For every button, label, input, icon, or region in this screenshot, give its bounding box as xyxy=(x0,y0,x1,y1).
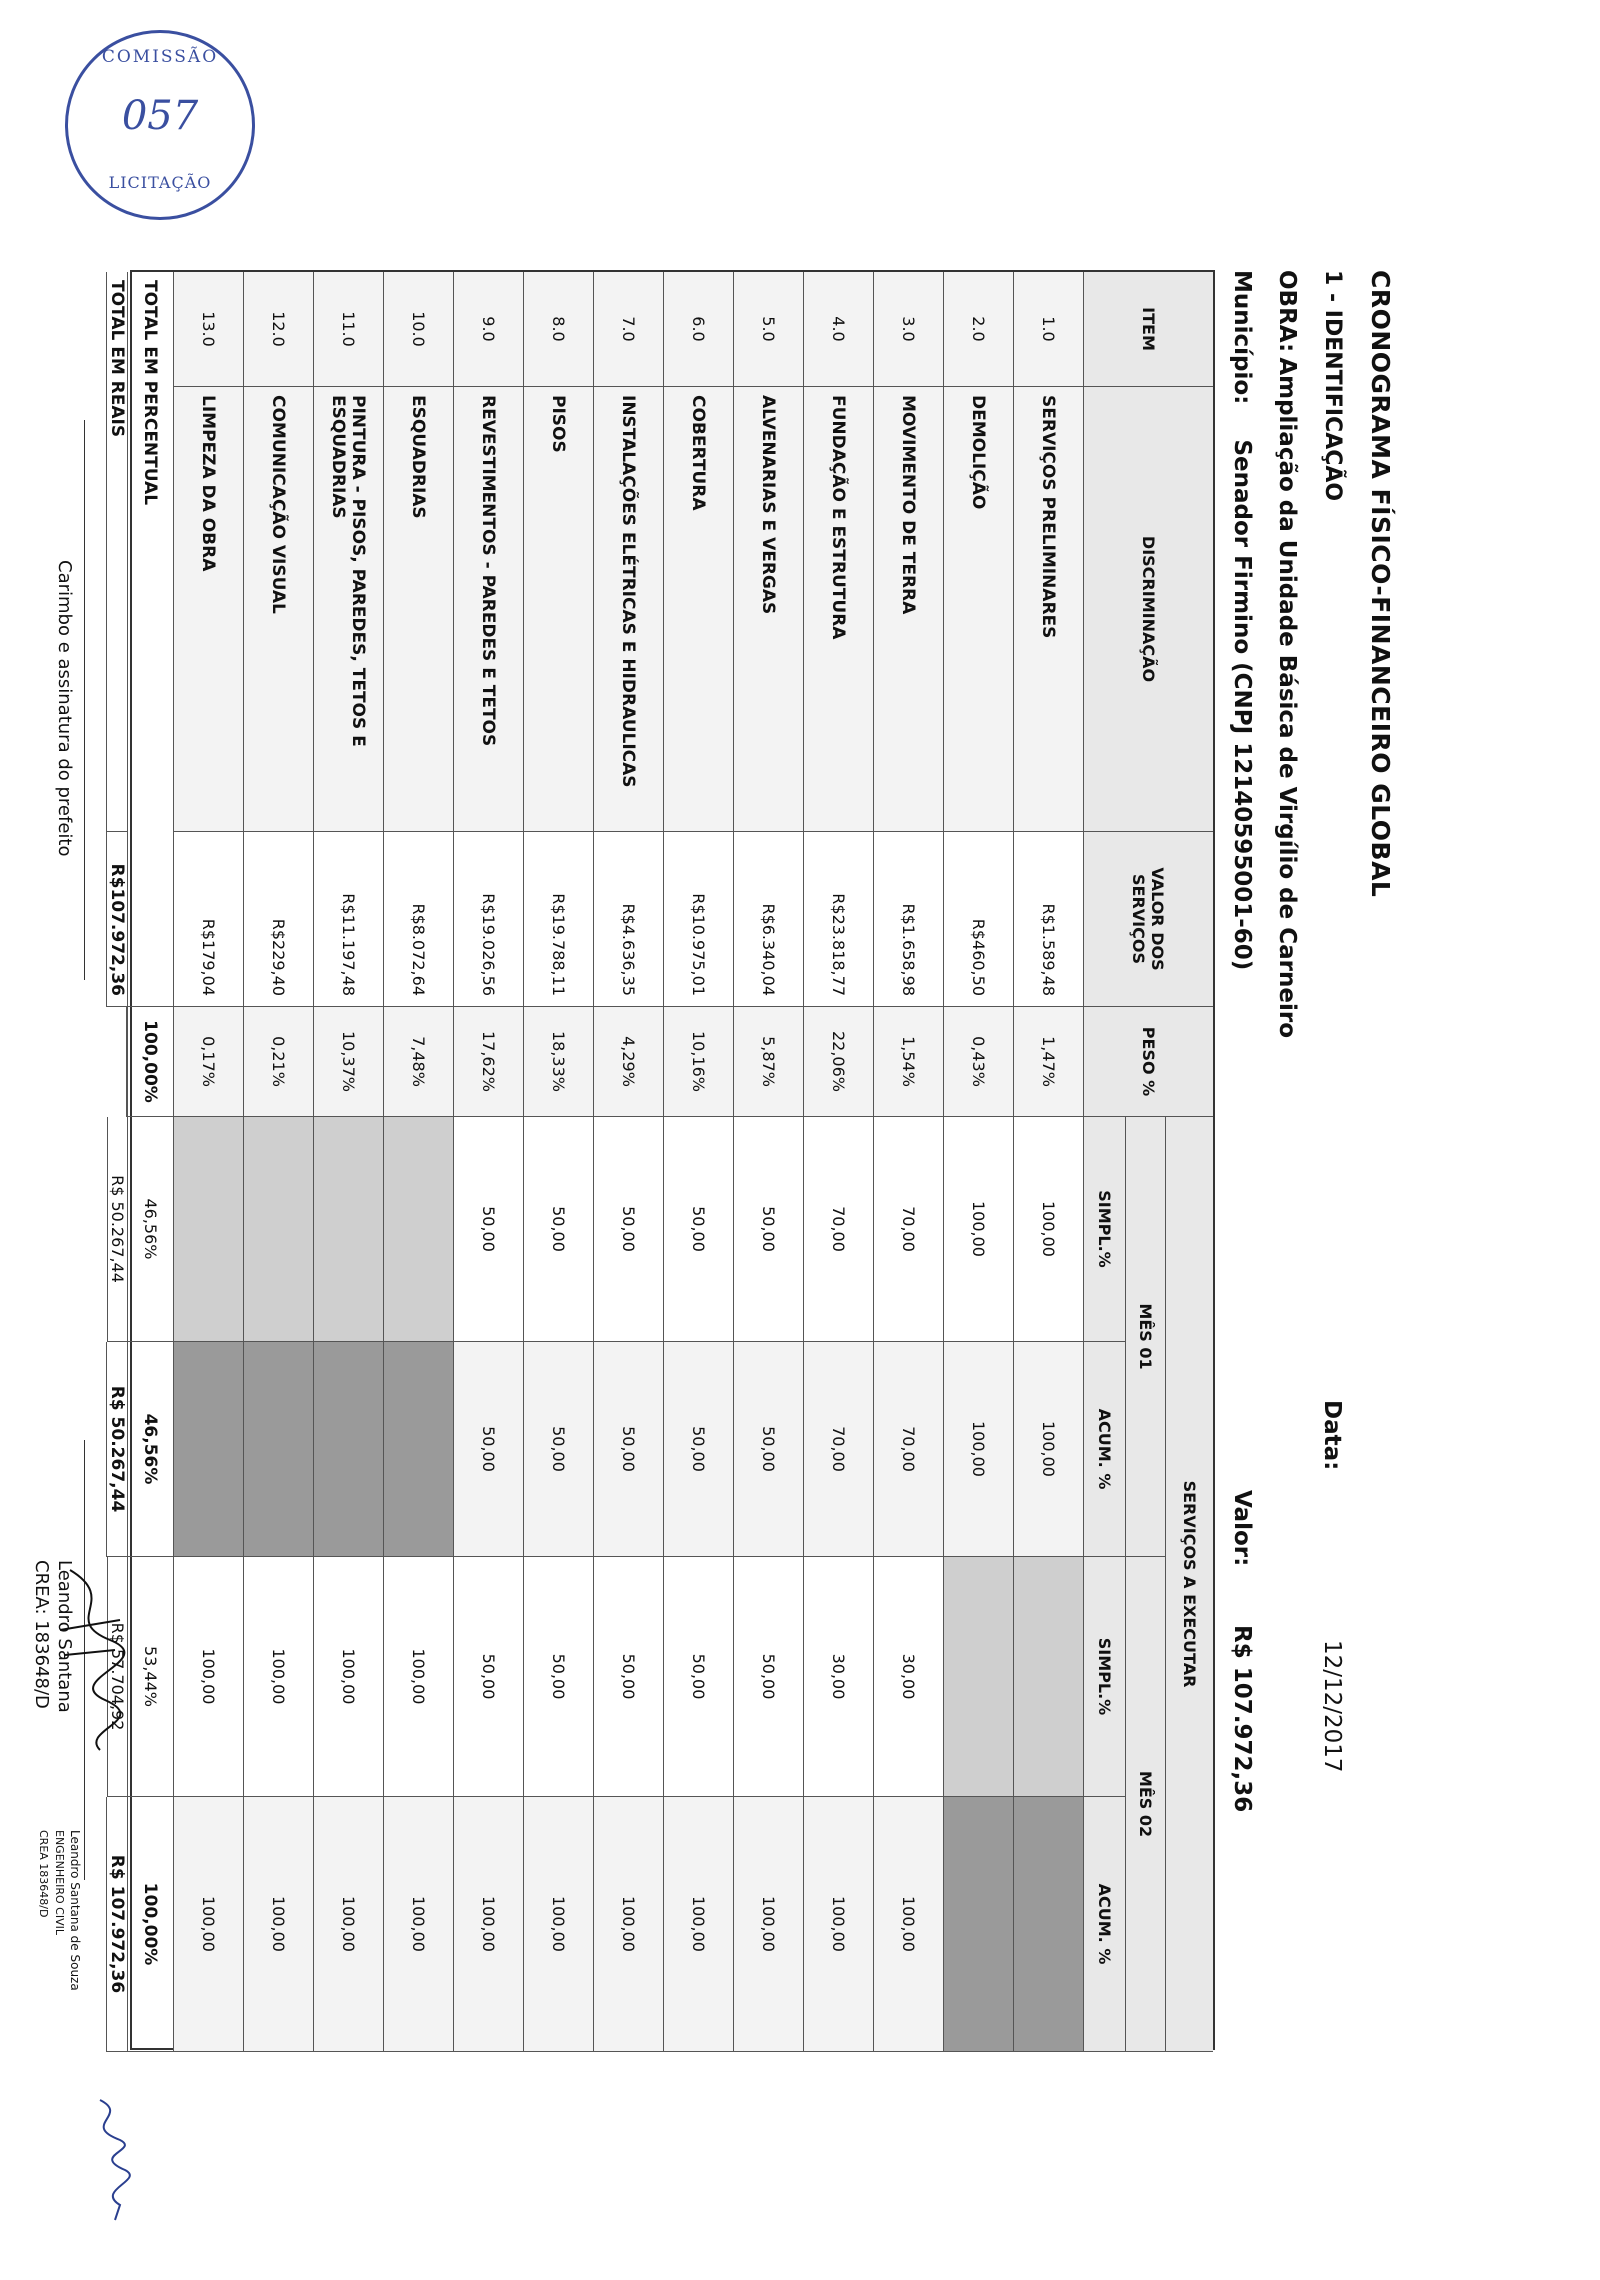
table-cell-m1s xyxy=(173,1117,243,1342)
table-cell-item: 9.0 xyxy=(453,272,523,387)
table-cell-valor: R$8.072,64 xyxy=(383,832,453,1007)
table-cell-m2a: 100,00 xyxy=(593,1797,663,2052)
table-cell-peso: 7,48% xyxy=(383,1007,453,1117)
engineer-stamp-line-1: Leandro Santana de Souza xyxy=(68,1830,82,1991)
table-cell-item: 2.0 xyxy=(943,272,1013,387)
table-cell-m1s: 70,00 xyxy=(803,1117,873,1342)
obra-line xyxy=(1274,270,1300,1038)
table-cell-item: 3.0 xyxy=(873,272,943,387)
table-cell-peso: 1,47% xyxy=(1013,1007,1083,1117)
total-reais-label: TOTAL EM REAIS xyxy=(106,272,127,832)
table-cell-m2s: 30,00 xyxy=(873,1557,943,1797)
header-mes02-acum: ACUM. % xyxy=(1083,1797,1125,2052)
prefeito-signature-line xyxy=(84,420,85,980)
stamp-number: 057 xyxy=(121,93,199,139)
table-cell-m2a xyxy=(1013,1797,1083,2052)
table-cell-m2a: 100,00 xyxy=(803,1797,873,2052)
table-cell-m2a: 100,00 xyxy=(523,1797,593,2052)
table-cell-desc: ESQUADRIAS xyxy=(383,387,453,832)
total-percentual-mes01-simpl: 46,56% xyxy=(127,1117,173,1342)
table-cell-m1a: 50,00 xyxy=(523,1342,593,1557)
table-cell-m2s: 100,00 xyxy=(173,1557,243,1797)
table-cell-valor: R$1.658,98 xyxy=(873,832,943,1007)
table-cell-m1a: 50,00 xyxy=(663,1342,733,1557)
engineer-crea: CREA: 183648/D xyxy=(31,1560,52,1709)
municipio-label: Município: xyxy=(1229,270,1255,405)
table-cell-m2a: 100,00 xyxy=(453,1797,523,2052)
table-cell-m1a: 100,00 xyxy=(943,1342,1013,1557)
table-cell-peso: 10,37% xyxy=(313,1007,383,1117)
table-cell-m1s: 50,00 xyxy=(593,1117,663,1342)
valor-label: Valor: xyxy=(1229,1490,1255,1567)
table-cell-m1a: 70,00 xyxy=(873,1342,943,1557)
engineer-stamp-line-3: CREA 183648/D xyxy=(37,1830,50,1918)
table-cell-m2s: 100,00 xyxy=(243,1557,313,1797)
table-cell-m2s xyxy=(1013,1557,1083,1797)
stamp-bottom-text: LICITAÇÃO xyxy=(108,173,212,192)
header-discriminacao: DISCRIMINAÇÃO xyxy=(1083,387,1213,832)
table-cell-valor: R$19.026,56 xyxy=(453,832,523,1007)
header-mes01: MÊS 01 xyxy=(1125,1117,1165,1557)
table-cell-m1a xyxy=(173,1342,243,1557)
table-cell-m2a: 100,00 xyxy=(243,1797,313,2052)
table-cell-m1s xyxy=(383,1117,453,1342)
table-cell-m1a: 100,00 xyxy=(1013,1342,1083,1557)
header-valor: VALOR DOS SERVIÇOS xyxy=(1083,832,1213,1007)
table-cell-m1a: 50,00 xyxy=(593,1342,663,1557)
table-cell-item: 1.0 xyxy=(1013,272,1083,387)
total-reais-peso-empty xyxy=(126,1007,127,1117)
table-cell-m1a: 50,00 xyxy=(453,1342,523,1557)
header-mes01-acum: ACUM. % xyxy=(1083,1342,1125,1557)
table-cell-peso: 4,29% xyxy=(593,1007,663,1117)
header-mes01-simpl: SIMPL.% xyxy=(1083,1117,1125,1342)
total-reais-valor: R$107.972,36 xyxy=(106,832,127,1007)
table-cell-m1s xyxy=(313,1117,383,1342)
table-cell-m2a: 100,00 xyxy=(313,1797,383,2052)
table-cell-m2a: 100,00 xyxy=(733,1797,803,2052)
table-cell-m1s: 70,00 xyxy=(873,1117,943,1342)
table-cell-desc: FUNDAÇÃO E ESTRUTURA xyxy=(803,387,873,832)
total-reais-mes02-simpl: R$ 57.704,92 xyxy=(107,1557,127,1797)
municipio-value: Senador Firmino (CNPJ 12140595001-60) xyxy=(1229,439,1255,971)
table-cell-m1a xyxy=(383,1342,453,1557)
table-cell-item: 13.0 xyxy=(173,272,243,387)
header-mes02-simpl: SIMPL.% xyxy=(1083,1557,1125,1797)
engineer-name: Leandro Santana xyxy=(54,1560,75,1713)
table-cell-valor: R$179,04 xyxy=(173,832,243,1007)
table-cell-valor: R$19.788,11 xyxy=(523,832,593,1007)
table-cell-m2s: 50,00 xyxy=(733,1557,803,1797)
obra-value: Ampliação da Unidade Básica de Virgílio de Carneiro xyxy=(1274,357,1300,1038)
table-cell-valor: R$10.975,01 xyxy=(663,832,733,1007)
data-label: Data: xyxy=(1319,1400,1345,1471)
table-cell-m1s: 50,00 xyxy=(663,1117,733,1342)
table-cell-m2s: 30,00 xyxy=(803,1557,873,1797)
table-cell-m1s: 100,00 xyxy=(943,1117,1013,1342)
table-cell-m2s: 50,00 xyxy=(593,1557,663,1797)
table-cell-peso: 10,16% xyxy=(663,1007,733,1117)
table-cell-peso: 0,43% xyxy=(943,1007,1013,1117)
header-peso: PESO % xyxy=(1083,1007,1213,1117)
table-cell-m2s: 100,00 xyxy=(383,1557,453,1797)
commission-stamp xyxy=(65,30,255,220)
table-cell-item: 5.0 xyxy=(733,272,803,387)
total-reais-mes01-acum: R$ 50.267,44 xyxy=(106,1342,127,1557)
table-cell-item: 11.0 xyxy=(313,272,383,387)
table-cell-desc: PISOS xyxy=(523,387,593,832)
municipio-line xyxy=(1229,270,1255,970)
total-percentual-label: TOTAL EM PERCENTUAL xyxy=(127,272,173,1007)
table-cell-m2s: 50,00 xyxy=(663,1557,733,1797)
table-cell-desc: INSTALAÇÕES ELÉTRICAS E HIDRAULICAS xyxy=(593,387,663,832)
table-cell-desc: MOVIMENTO DE TERRA xyxy=(873,387,943,832)
table-cell-valor: R$23.818,77 xyxy=(803,832,873,1007)
schedule-table xyxy=(107,270,1215,2050)
table-cell-valor: R$1.589,48 xyxy=(1013,832,1083,1007)
table-cell-valor: R$11.197,48 xyxy=(313,832,383,1007)
header-item: ITEM xyxy=(1083,272,1213,387)
table-cell-peso: 17,62% xyxy=(453,1007,523,1117)
table-cell-desc: PINTURA - PISOS, PAREDES, TETOS E ESQUADRIAS xyxy=(313,387,383,832)
total-percentual-mes02-simpl: 53,44% xyxy=(127,1557,173,1797)
table-cell-m2s: 50,00 xyxy=(523,1557,593,1797)
header-mes02: MÊS 02 xyxy=(1125,1557,1165,2052)
valor-value: R$ 107.972,36 xyxy=(1229,1625,1255,1813)
table-cell-desc: ALVENARIAS E VERGAS xyxy=(733,387,803,832)
table-cell-m1s: 100,00 xyxy=(1013,1117,1083,1342)
table-cell-item: 6.0 xyxy=(663,272,733,387)
engineer-stamp-line-2: ENGENHEIRO CIVIL xyxy=(53,1830,66,1935)
table-cell-m1s xyxy=(243,1117,313,1342)
table-cell-valor: R$4.636,35 xyxy=(593,832,663,1007)
table-cell-item: 8.0 xyxy=(523,272,593,387)
table-cell-desc: SERVIÇOS PRELIMINARES xyxy=(1013,387,1083,832)
total-percentual-peso: 100,00% xyxy=(127,1007,173,1117)
table-cell-peso: 5,87% xyxy=(733,1007,803,1117)
table-cell-m1s: 50,00 xyxy=(523,1117,593,1342)
table-cell-m2s xyxy=(943,1557,1013,1797)
table-cell-m2a: 100,00 xyxy=(873,1797,943,2052)
table-cell-m1a xyxy=(243,1342,313,1557)
table-cell-desc: COBERTURA xyxy=(663,387,733,832)
table-cell-peso: 0,17% xyxy=(173,1007,243,1117)
section-heading: 1 - IDENTIFICAÇÃO xyxy=(1320,270,1345,502)
prefeito-signature-caption: Carimbo e assinatura do prefeito xyxy=(54,560,75,857)
table-cell-valor: R$460,50 xyxy=(943,832,1013,1007)
table-cell-peso: 18,33% xyxy=(523,1007,593,1117)
table-cell-peso: 0,21% xyxy=(243,1007,313,1117)
table-cell-desc: REVESTIMENTOS - PAREDES E TETOS xyxy=(453,387,523,832)
table-cell-desc: COMUNICAÇÃO VISUAL xyxy=(243,387,313,832)
table-cell-item: 10.0 xyxy=(383,272,453,387)
table-cell-m2a: 100,00 xyxy=(173,1797,243,2052)
table-cell-valor: R$229,40 xyxy=(243,832,313,1007)
total-reais-mes01-simpl: R$ 50.267,44 xyxy=(107,1117,127,1342)
table-cell-peso: 22,06% xyxy=(803,1007,873,1117)
table-cell-m1a xyxy=(313,1342,383,1557)
table-cell-m2s: 100,00 xyxy=(313,1557,383,1797)
header-servicos: SERVIÇOS A EXECUTAR xyxy=(1165,1117,1213,2052)
initials-signature-icon xyxy=(70,2090,160,2230)
table-cell-item: 12.0 xyxy=(243,272,313,387)
table-cell-m1s: 50,00 xyxy=(733,1117,803,1342)
table-cell-item: 7.0 xyxy=(593,272,663,387)
table-cell-m1a: 70,00 xyxy=(803,1342,873,1557)
table-cell-m2a: 100,00 xyxy=(663,1797,733,2052)
table-cell-m2a xyxy=(943,1797,1013,2052)
table-cell-desc: LIMPEZA DA OBRA xyxy=(173,387,243,832)
data-value: 12/12/2017 xyxy=(1319,1640,1345,1773)
total-percentual-mes01-acum: 46,56% xyxy=(127,1342,173,1557)
table-cell-peso: 1,54% xyxy=(873,1007,943,1117)
total-reais-mes02-acum: R$ 107.972,36 xyxy=(106,1797,127,2052)
table-cell-m1a: 50,00 xyxy=(733,1342,803,1557)
table-cell-item: 4.0 xyxy=(803,272,873,387)
total-percentual-mes02-acum: 100,00% xyxy=(127,1797,173,2052)
document-title: CRONOGRAMA FÍSICO-FINANCEIRO GLOBAL xyxy=(1366,270,1395,898)
table-cell-m2s: 50,00 xyxy=(453,1557,523,1797)
table-cell-desc: DEMOLIÇÃO xyxy=(943,387,1013,832)
table-cell-m1s: 50,00 xyxy=(453,1117,523,1342)
stamp-top-text: COMISSÃO xyxy=(101,47,219,67)
obra-label: OBRA: xyxy=(1274,270,1300,353)
table-cell-m2a: 100,00 xyxy=(383,1797,453,2052)
table-cell-valor: R$6.340,04 xyxy=(733,832,803,1007)
